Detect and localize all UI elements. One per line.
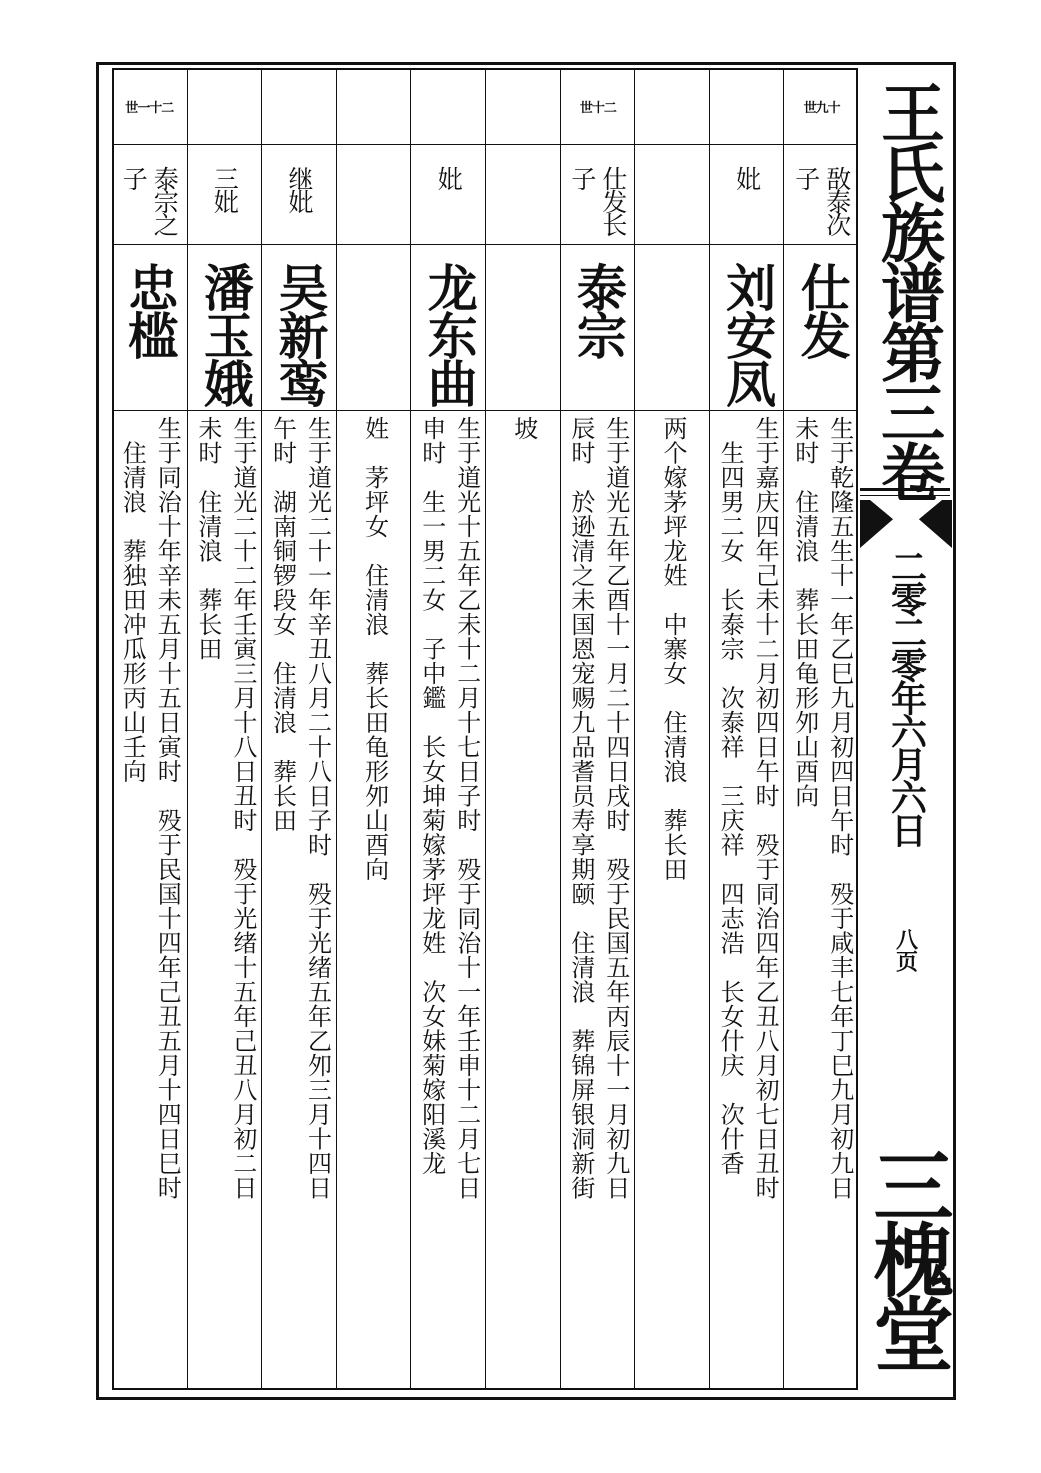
person-name-cell — [337, 244, 412, 410]
register-column — [485, 68, 560, 1390]
relation-cell — [112, 144, 187, 244]
register-column — [634, 68, 709, 1390]
relation-cell — [188, 144, 263, 244]
hall-name: 三槐堂 — [860, 1145, 954, 1367]
generation-label — [784, 68, 859, 144]
person-name: 吴新鸾 — [270, 262, 330, 406]
biography-text: 两个嫁茅坪龙姓 中寨女 住清浪 葬长田 — [658, 416, 687, 882]
generation-label — [262, 68, 337, 144]
generation-text: 十九世 — [803, 100, 840, 116]
relation-cell — [411, 144, 486, 244]
person-name: 仕发 — [792, 262, 852, 358]
generation-label — [112, 68, 187, 144]
person-name-cell — [112, 244, 187, 410]
person-name-cell — [710, 244, 785, 410]
relation-cell — [561, 144, 636, 244]
biography-cell — [635, 410, 710, 1390]
page-number: 八页 — [892, 928, 919, 972]
person-name-cell — [411, 244, 486, 410]
generation-label — [337, 68, 412, 144]
person-name-cell — [561, 244, 636, 410]
biography-cell — [188, 410, 263, 1390]
relation-text: 妣 — [434, 166, 464, 189]
title-rule-thin — [860, 495, 950, 496]
person-name-cell — [635, 244, 710, 410]
person-name-cell — [188, 244, 263, 410]
person-name: 潘玉娥 — [195, 262, 255, 406]
biography-cell — [112, 410, 187, 1390]
title-rule — [860, 488, 950, 491]
relation-text: 妣 — [732, 166, 762, 189]
biography-cell — [784, 410, 859, 1390]
fishtail-ornament — [860, 500, 952, 548]
generation-label — [710, 68, 785, 144]
register-column — [709, 68, 784, 1390]
register-column — [261, 68, 336, 1390]
biography-text: 生于嘉庆四年己未十二月初四日午时 殁于同治四年乙丑八月初七日丑时 生四男二女 长泰宗 次泰祥 三庆祥 四志浩 长女什庆 次什香 — [716, 416, 780, 1200]
relation-cell — [635, 144, 710, 244]
relation-text: 继妣 — [284, 166, 314, 212]
generation-label — [486, 68, 561, 144]
biography-text: 生于道光十五年乙未十二月十七日子时 殁于同治十一年壬申十二月七日 申时 生一男二女 子中鑑 长女坤菊嫁茅坪龙姓 次女妹菊嫁阳溪龙 — [417, 416, 481, 1200]
relation-cell — [486, 144, 561, 244]
book-title: 王氏族谱第三卷 — [870, 80, 945, 500]
biography-text: 生于道光二十一年辛丑八月二十八日子时 殁于光绪五年乙夘三月十四日 午时 湖南铜锣段女 住清浪 葬长田 — [268, 416, 332, 1200]
biography-cell — [411, 410, 486, 1390]
biography-text: 坡 — [509, 416, 538, 441]
biography-text: 生于道光五年乙酉十一月二十四日戌时 殁于民国五年丙辰十一月初九日 辰时 於逊清之未国恩宠赐九品耆员寿享期颐 住清浪 葬锦屏银洞新街 — [566, 416, 630, 1200]
person-name: 忠槛 — [120, 262, 180, 358]
biography-cell — [561, 410, 636, 1390]
generation-label — [188, 68, 263, 144]
biography-text: 生于同治十年辛未五月十五日寅时 殁于民国十四年己丑五月十四日巳时 住清浪 葬独田冲瓜形丙山壬向 — [118, 416, 182, 1200]
publication-date: 二零二零年六月六日 — [885, 548, 928, 845]
register-column — [560, 68, 635, 1390]
register-column — [187, 68, 262, 1390]
generation-label — [635, 68, 710, 144]
biography-text: 生于乾隆五生十一年乙巳九月初四日午时 殁于咸丰七年丁巳九月初九日 未时 住清浪 葬长田龟形夘山酉向 — [790, 416, 854, 1200]
biography-text: 姓 茅坪女 住清浪 葬长田龟形夘山酉向 — [360, 416, 389, 882]
register-column — [410, 68, 485, 1390]
generation-label — [561, 68, 636, 144]
relation-cell — [262, 144, 337, 244]
genealogy-table — [112, 68, 858, 1390]
biography-cell — [486, 410, 561, 1390]
relation-text: 泰宗之子 — [119, 166, 180, 235]
relation-text: 仕发长子 — [567, 166, 628, 235]
biography-text: 生于道光二十二年壬寅三月十八日丑时 殁于光绪十五年己丑八月初二日 未时 住清浪 葬长田 — [193, 416, 257, 1200]
generation-text: 二十世 — [579, 100, 616, 116]
relation-text: 三妣 — [210, 166, 240, 212]
relation-cell — [784, 144, 859, 244]
person-name-cell — [784, 244, 859, 410]
relation-text: 敔泰次子 — [791, 166, 852, 235]
person-name-cell — [486, 244, 561, 410]
register-column — [336, 68, 411, 1390]
generation-label — [411, 68, 486, 144]
person-name: 泰宗 — [568, 262, 628, 358]
person-name: 龙东曲 — [419, 262, 479, 406]
biography-cell — [262, 410, 337, 1390]
biography-cell — [337, 410, 412, 1390]
person-name: 刘安凤 — [718, 262, 778, 406]
register-column — [112, 68, 187, 1390]
biography-cell — [710, 410, 785, 1390]
relation-cell — [710, 144, 785, 244]
person-name-cell — [262, 244, 337, 410]
generation-text: 二十一世 — [125, 100, 174, 116]
register-column — [783, 68, 858, 1390]
relation-cell — [337, 144, 412, 244]
